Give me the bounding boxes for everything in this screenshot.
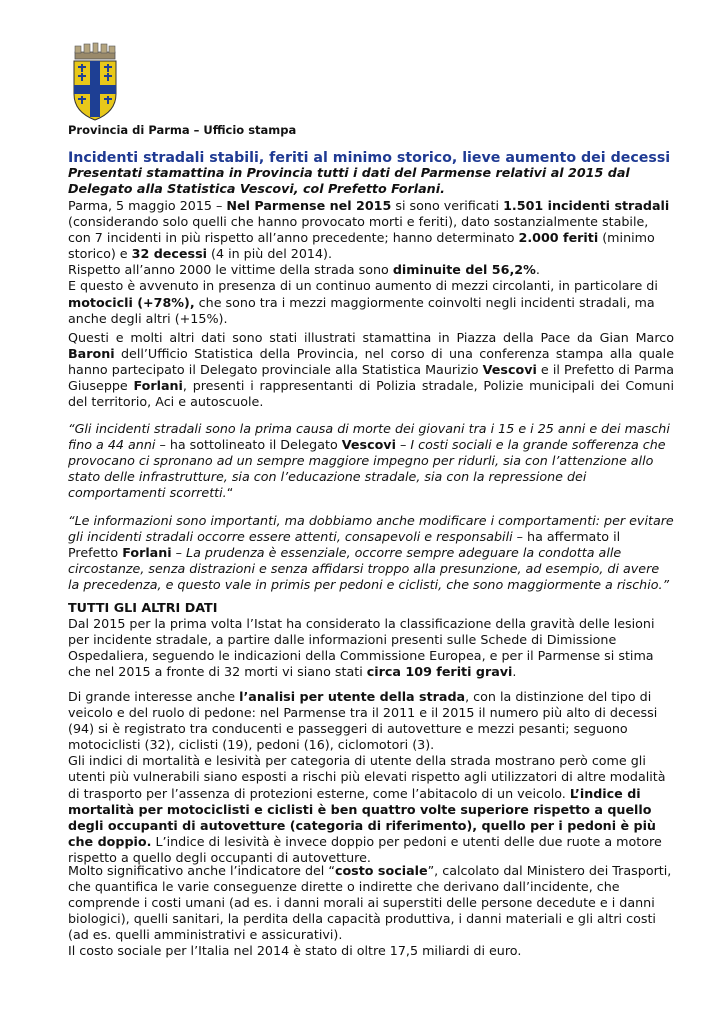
quote-vescovi: “Gli incidenti stradali sono la prima causa di morte dei giovani tra i 15 e i 25 anni e dei maschi fino a 44 anni – ha sottolineato il Delegato Vescovi – I costi sociali e la grande sofferenza che provocano ci spronano ad un sempre maggiore impegno per ridurli, sia con l’attenzione allo stato delle infrastrutture, sia con l’educazione stradale, sia con la repressione dei comportamenti scorretti.“ <box>68 421 670 501</box>
intro-block <box>68 198 674 327</box>
section-heading: TUTTI GLI ALTRI DATI <box>68 600 218 615</box>
article-subtitle: Presentati stamattina in Provincia tutti i dati del Parmense relativi al 2015 dal Delegato alla Statistica Vescovi, col Prefetto Forlani. <box>68 165 630 196</box>
office-label: Provincia di Parma – Ufficio stampa <box>68 123 297 137</box>
province-crest-logo <box>68 42 122 122</box>
paragraph-vehicles: E questo è avvenuto in presenza di un continuo aumento di mezzi circolanti, in particolare di motocicli (+78%), che sono tra i mezzi maggiormente coinvolti negli incidenti stradali, ma anche degli altri (+15%). <box>68 278 658 326</box>
paragraph-istat: Dal 2015 per la prima volta l’Istat ha considerato la classificazione della gravità delle lesioni per incidente stradale, a partire dalle informazioni presenti sulle Schede di Dimissione Ospedaliera, seguendo le indicazioni della Commissione Europea, e per il Parmense si stima che nel 2015 a fronte di 32 morti vi siano stati circa 109 feriti gravi. <box>68 616 655 680</box>
quote-forlani: “Le informazioni sono importanti, ma dobbiamo anche modificare i comportamenti: per evitare gli incidenti stradali occorre essere attenti, consapevoli e responsabili – ha affermato il Prefetto Forlani – La prudenza è essenziale, occorre sempre adeguare la condotta alle circostanze, senza distrazioni e senza affidarsi troppo alla presunzione, ad esempio, di avere la precedenza, e questo vale in primis per pedoni e ciclisti, che sono maggiormente a rischio.” <box>68 513 674 593</box>
paragraph-intro: Parma, 5 maggio 2015 – Nel Parmense nel 2015 si sono verificati 1.501 incidenti stradali (considerando solo quelli che hanno provocato morti e feriti), dato sostanzialmente stabile, con 7 incidenti in più rispetto all’anno precedente; hanno determinato 2.000 feriti (minimo storico) e 32 decessi (4 in più del 2014). <box>68 198 670 262</box>
article-title: Incidenti stradali stabili, feriti al minimo storico, lieve aumento dei decessi <box>68 150 671 166</box>
paragraph-italy-cost: Il costo sociale per l’Italia nel 2014 è stato di oltre 17,5 miliardi di euro. <box>68 943 522 959</box>
paragraph-decline: Rispetto all’anno 2000 le vittime della strada sono diminuite del 56,2%. <box>68 262 540 278</box>
paragraph-road-users: Di grande interesse anche l’analisi per utente della strada, con la distinzione del tipo di veicolo e del ruolo di pedone: nel Parmense tra il 2011 e il 2015 il numero più alto di decessi (94) si è registrato tra conducenti e passeggeri di autovetture e mezzi pesanti; seguono motociclisti (32), ciclisti (19), pedoni (16), ciclomotori (3). Gli indici di mortalità e lesività per categoria di utente della strada mostrano però come gli utenti più vulnerabili siano esposti a rischi più elevati rispetto agli utilizzatori di altre modalità di trasporto per l’assenza di protezioni esterne, come l’abitacolo di un veicolo. L’indice di mortalità per motociclisti e ciclisti è ben quattro volte superiore rispetto a quello degli occupanti di autovetture (categoria di riferimento), quello per i pedoni è più che doppio. L’indice di lesività è invece doppio per pedoni e utenti delle due ruote a motore rispetto a quello degli occupanti di autovetture. <box>68 689 666 865</box>
paragraph-social-cost: Molto significativo anche l’indicatore del “costo sociale”, calcolato dal Ministero dei Trasporti, che quantifica le varie conseguenze dirette o indirette che derivano dall’incidente, che comprende i costi umani (ad es. i danni morali ai superstiti delle persone decedute e i danni biologici), quelli sanitari, la perdita della capacità produttiva, i danni materiali e gli altri costi (ad es. quelli amministrativi e assicurativi). Il costo sociale per l’Italia nel 2014 è stato di oltre 17,5 miliardi di euro. <box>68 863 674 960</box>
paragraph-conference: Questi e molti altri dati sono stati illustrati stamattina in Piazza della Pace da Gian Marco Baroni dell’Ufficio Statistica della Provincia, nel corso di una conferenza stampa alla quale hanno partecipato il Delegato provinciale alla Statistica Maurizio Vescovi e il Prefetto di Parma Giuseppe Forlani, presenti i rappresentanti di Polizia stradale, Polizie municipali dei Comuni del territorio, Aci e autoscuole. <box>68 330 674 410</box>
crown-icon <box>75 43 115 59</box>
